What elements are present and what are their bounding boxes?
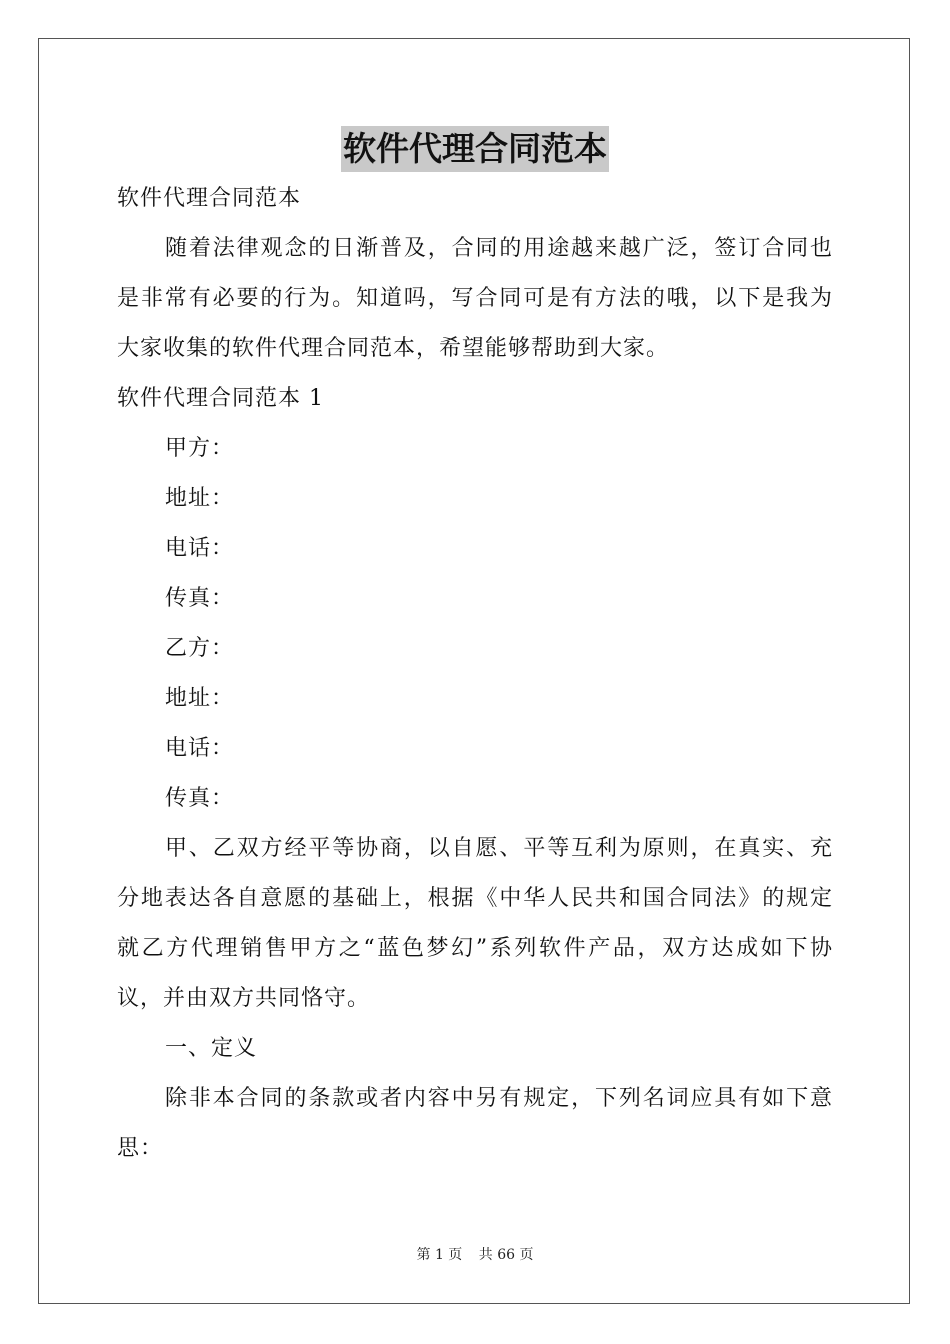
party-b-address-label: 地址： [165, 686, 235, 711]
page-number-total: 共 66 页 [478, 1247, 534, 1263]
page-border [38, 38, 910, 1304]
agreement-line-3: 就乙方代理销售甲方之“蓝色梦幻”系列软件产品，双方达成如下协 [117, 936, 833, 961]
party-a-phone-label: 电话： [165, 536, 235, 561]
subtitle-line: 软件代理合同范本 [117, 186, 302, 211]
party-a-fax-label: 传真： [165, 586, 235, 611]
intro-line-1: 随着法律观念的日渐普及，合同的用途越来越广泛，签订合同也 [165, 236, 833, 261]
section-heading-1: 软件代理合同范本 1 [117, 386, 324, 411]
party-a-address-label: 地址： [165, 486, 235, 511]
definition-heading: 一、定义 [165, 1036, 258, 1061]
agreement-line-1: 甲、乙双方经平等协商，以自愿、平等互利为原则，在真实、充 [165, 836, 833, 861]
party-b-phone-label: 电话： [165, 736, 235, 761]
definition-line-1: 除非本合同的条款或者内容中另有规定，下列名词应具有如下意 [165, 1086, 833, 1111]
title-wrap [0, 126, 950, 172]
document-title: 软件代理合同范本 [341, 126, 609, 172]
agreement-line-2: 分地表达各自意愿的基础上，根据《中华人民共和国合同法》的规定 [117, 886, 833, 911]
agreement-line-4: 议，并由双方共同恪守。 [117, 986, 371, 1011]
definition-line-2: 思： [117, 1136, 164, 1161]
party-b-fax-label: 传真： [165, 786, 235, 811]
party-a-label: 甲方： [165, 436, 235, 461]
intro-line-2: 是非常有必要的行为。知道吗，写合同可是有方法的哦，以下是我为 [117, 286, 833, 311]
page-footer [0, 1246, 950, 1264]
party-b-label: 乙方： [165, 636, 235, 661]
intro-line-3: 大家收集的软件代理合同范本，希望能够帮助到大家。 [117, 336, 670, 361]
page-number-current: 第 1 页 [416, 1247, 463, 1263]
